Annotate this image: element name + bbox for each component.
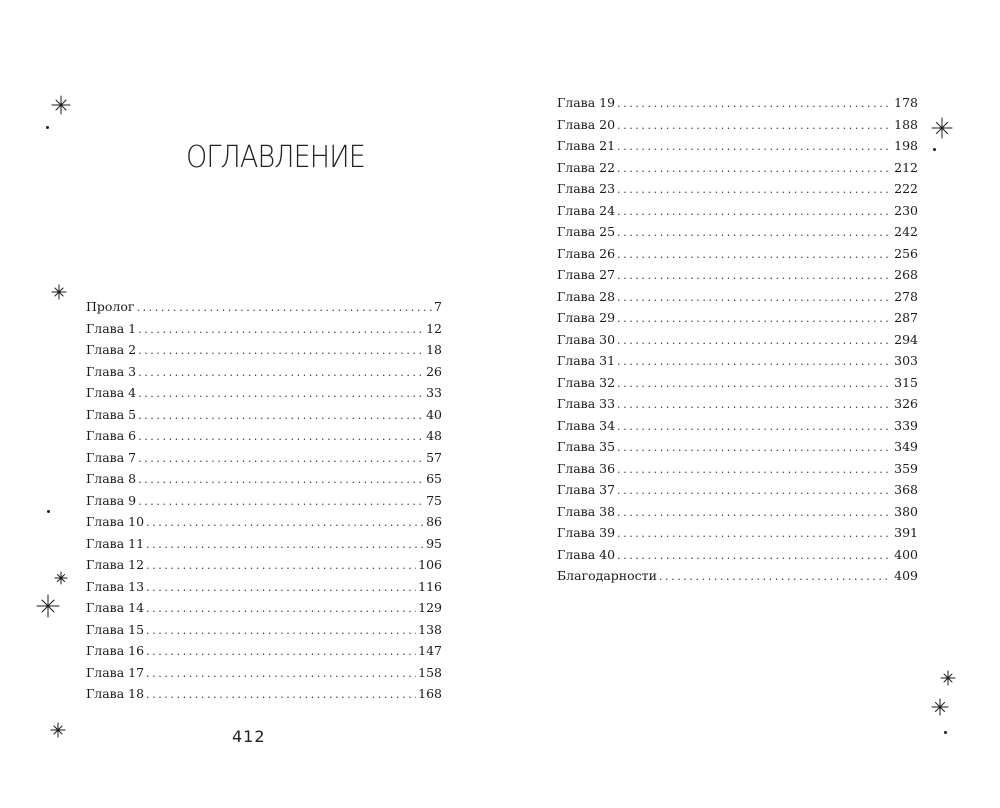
- toc-entry-label: Глава 19: [557, 95, 616, 110]
- toc-dot-leader: [617, 351, 892, 372]
- toc-entry-label: Благодарности: [557, 568, 657, 583]
- toc-entry-page: 7: [434, 299, 442, 314]
- toc-entry-page: 40: [426, 406, 442, 422]
- toc-entry-page: 315: [894, 374, 918, 390]
- toc-entry-label: Глава 10: [86, 514, 145, 529]
- toc-entry: [86, 425, 442, 447]
- toc-entry-page: 400: [894, 546, 918, 562]
- toc-entry-label: Глава 32: [557, 374, 616, 390]
- toc-entry-label: Глава 36: [557, 460, 616, 476]
- toc-dot-leader: [146, 684, 416, 705]
- toc-entry: [557, 92, 918, 114]
- toc-entry: [86, 683, 442, 705]
- toc-dot-leader: [617, 265, 892, 286]
- toc-dot-leader: [138, 469, 424, 490]
- sparkle-icon: [940, 670, 956, 686]
- toc-entry-page: 106: [418, 557, 442, 572]
- page-title: ОГЛАВЛЕНИЕ: [186, 140, 365, 175]
- toc-dot-leader: [617, 158, 892, 179]
- toc-entry-page: 287: [894, 310, 918, 325]
- toc-dot-leader: [146, 598, 416, 619]
- toc-entry-label: Глава 6: [86, 428, 137, 443]
- toc-entry: [557, 479, 918, 501]
- toc-entry-page: 349: [894, 439, 918, 454]
- toc-entry-page: 242: [894, 224, 918, 239]
- toc-entry: [557, 415, 918, 437]
- toc-entry: [86, 382, 442, 404]
- sparkle-icon: [51, 284, 67, 300]
- toc-entry-label: Глава 34: [557, 417, 616, 433]
- toc-entry-page: 178: [894, 95, 918, 110]
- toc-entry-page: 26: [426, 363, 442, 379]
- toc-entry-page: 129: [418, 600, 442, 615]
- toc-entry-label: Глава 21: [557, 138, 616, 153]
- toc-entry-page: 95: [426, 535, 442, 551]
- toc-entry-label: Пролог: [86, 299, 135, 314]
- toc-entry-page: 168: [418, 686, 442, 701]
- toc-entry-page: 33: [426, 385, 442, 400]
- toc-entry-label: Глава 22: [557, 159, 616, 175]
- toc-dot-leader: [138, 362, 424, 383]
- dot-decoration: [47, 510, 50, 513]
- toc-entry: [86, 296, 442, 318]
- toc-dot-leader: [617, 416, 892, 437]
- toc-entry: [557, 114, 918, 136]
- toc-entry-page: 230: [894, 202, 918, 218]
- toc-entry-label: Глава 1: [86, 320, 137, 336]
- toc-entry-page: 48: [426, 428, 442, 443]
- toc-entry-page: 409: [894, 568, 918, 583]
- toc-entry-page: 147: [418, 643, 442, 658]
- toc-entry-page: 116: [418, 578, 442, 594]
- toc-entry: [86, 576, 442, 598]
- toc-dot-leader: [617, 115, 892, 136]
- toc-entry-label: Глава 27: [557, 267, 616, 282]
- sparkle-icon: [36, 594, 60, 618]
- toc-dot-leader: [146, 534, 424, 555]
- toc-entry-label: Глава 13: [86, 578, 145, 594]
- toc-entry-label: Глава 39: [557, 525, 616, 540]
- toc-entry: [86, 490, 442, 512]
- toc-entry-page: 256: [894, 245, 918, 261]
- toc-dot-leader: [617, 459, 892, 480]
- toc-entry: [557, 221, 918, 243]
- toc-dot-leader: [146, 663, 416, 684]
- toc-entry: [86, 511, 442, 533]
- toc-entry-label: Глава 20: [557, 116, 616, 132]
- toc-entry-label: Глава 28: [557, 288, 616, 304]
- dot-decoration: [944, 731, 947, 734]
- toc-dot-leader: [138, 340, 424, 361]
- toc-entry-label: Глава 17: [86, 664, 145, 680]
- toc-entry: [557, 157, 918, 179]
- toc-entry-page: 86: [426, 514, 442, 529]
- toc-dot-leader: [617, 502, 892, 523]
- toc-entry-page: 75: [426, 492, 442, 508]
- toc-entry: [557, 522, 918, 544]
- toc-entry: [557, 329, 918, 351]
- toc-entry: [557, 307, 918, 329]
- toc-dot-leader: [146, 555, 416, 576]
- toc-entry-page: 268: [894, 267, 918, 282]
- toc-entry: [557, 565, 918, 587]
- toc-dot-leader: [136, 297, 432, 318]
- toc-entry: [86, 404, 442, 426]
- toc-dot-leader: [617, 244, 892, 265]
- toc-dot-leader: [146, 620, 416, 641]
- toc-entry-label: Глава 9: [86, 492, 137, 508]
- toc-entry: [86, 468, 442, 490]
- toc-entry: [86, 597, 442, 619]
- toc-dot-leader: [617, 523, 892, 544]
- toc-dot-leader: [617, 394, 892, 415]
- toc-dot-leader: [617, 287, 892, 308]
- toc-entry-page: 368: [894, 482, 918, 497]
- toc-entry-label: Глава 26: [557, 245, 616, 261]
- toc-entry: [557, 200, 918, 222]
- toc-dot-leader: [617, 437, 892, 458]
- toc-entry: [557, 393, 918, 415]
- toc-entry: [557, 350, 918, 372]
- toc-entry-label: Глава 40: [557, 546, 616, 562]
- toc-entry-label: Глава 7: [86, 449, 137, 465]
- toc-dot-leader: [138, 319, 424, 340]
- toc-entry-label: Глава 8: [86, 471, 137, 486]
- toc-entry-page: 380: [894, 503, 918, 519]
- toc-entry-label: Глава 29: [557, 310, 616, 325]
- toc-entry-label: Глава 5: [86, 406, 137, 422]
- toc-entry-label: Глава 15: [86, 621, 145, 637]
- toc-dot-leader: [617, 308, 892, 329]
- toc-entry-label: Глава 4: [86, 385, 137, 400]
- page-number: 412: [232, 727, 266, 746]
- toc-entry-label: Глава 37: [557, 482, 616, 497]
- toc-dot-leader: [138, 405, 424, 426]
- toc-dot-leader: [659, 566, 892, 587]
- toc-list-left: [86, 296, 442, 705]
- toc-dot-leader: [617, 136, 892, 157]
- toc-entry: [557, 501, 918, 523]
- toc-entry-page: 158: [418, 664, 442, 680]
- toc-entry: [557, 243, 918, 265]
- toc-entry-page: 65: [426, 471, 442, 486]
- toc-entry-label: Глава 11: [86, 535, 145, 551]
- toc-dot-leader: [146, 641, 416, 662]
- toc-entry: [557, 372, 918, 394]
- toc-dot-leader: [617, 179, 892, 200]
- toc-entry: [86, 662, 442, 684]
- sparkle-icon: [931, 698, 949, 716]
- toc-entry-page: 198: [894, 138, 918, 153]
- toc-entry-page: 188: [894, 116, 918, 132]
- dot-decoration: [933, 148, 936, 151]
- toc-entry: [86, 619, 442, 641]
- toc-entry: [86, 339, 442, 361]
- toc-entry-page: 138: [418, 621, 442, 637]
- toc-entry-page: 339: [894, 417, 918, 433]
- toc-dot-leader: [617, 373, 892, 394]
- toc-entry-page: 391: [894, 525, 918, 540]
- toc-dot-leader: [617, 222, 892, 243]
- toc-dot-leader: [617, 201, 892, 222]
- toc-entry: [557, 135, 918, 157]
- toc-entry-page: 18: [426, 342, 442, 357]
- toc-entry: [557, 178, 918, 200]
- toc-entry: [557, 458, 918, 480]
- sparkle-icon: [54, 571, 68, 585]
- toc-entry-page: 12: [426, 320, 442, 336]
- toc-list-right: [557, 92, 918, 587]
- toc-entry-label: Глава 33: [557, 396, 616, 411]
- toc-entry-page: 326: [894, 396, 918, 411]
- toc-dot-leader: [138, 426, 424, 447]
- toc-entry: [557, 436, 918, 458]
- toc-dot-leader: [138, 448, 424, 469]
- toc-entry: [557, 544, 918, 566]
- toc-entry-page: 303: [894, 353, 918, 368]
- toc-entry: [557, 286, 918, 308]
- toc-entry-page: 359: [894, 460, 918, 476]
- toc-entry-page: 57: [426, 449, 442, 465]
- toc-entry-label: Глава 24: [557, 202, 616, 218]
- toc-entry-label: Глава 16: [86, 643, 145, 658]
- toc-entry-page: 222: [894, 181, 918, 196]
- toc-dot-leader: [146, 577, 416, 598]
- sparkle-icon: [50, 722, 66, 738]
- right-page: [500, 0, 1000, 808]
- toc-entry-page: 278: [894, 288, 918, 304]
- sparkle-icon: [931, 117, 953, 139]
- toc-entry: [86, 554, 442, 576]
- toc-entry: [86, 533, 442, 555]
- toc-entry-label: Глава 3: [86, 363, 137, 379]
- toc-entry: [557, 264, 918, 286]
- toc-dot-leader: [138, 491, 424, 512]
- toc-dot-leader: [617, 545, 892, 566]
- toc-entry-label: Глава 2: [86, 342, 137, 357]
- toc-entry-label: Глава 23: [557, 181, 616, 196]
- toc-dot-leader: [617, 330, 892, 351]
- toc-dot-leader: [617, 93, 892, 114]
- toc-entry-page: 294: [894, 331, 918, 347]
- toc-entry-label: Глава 25: [557, 224, 616, 239]
- toc-entry-label: Глава 14: [86, 600, 145, 615]
- toc-dot-leader: [138, 383, 424, 404]
- toc-entry-label: Глава 38: [557, 503, 616, 519]
- dot-decoration: [46, 126, 49, 129]
- toc-entry: [86, 318, 442, 340]
- toc-entry: [86, 447, 442, 469]
- toc-entry-label: Глава 35: [557, 439, 616, 454]
- toc-entry-label: Глава 30: [557, 331, 616, 347]
- toc-entry-label: Глава 12: [86, 557, 145, 572]
- toc-dot-leader: [617, 480, 892, 501]
- sparkle-icon: [51, 95, 71, 115]
- toc-dot-leader: [146, 512, 424, 533]
- toc-entry: [86, 640, 442, 662]
- toc-entry-label: Глава 18: [86, 686, 145, 701]
- toc-entry-label: Глава 31: [557, 353, 616, 368]
- toc-entry: [86, 361, 442, 383]
- toc-entry-page: 212: [894, 159, 918, 175]
